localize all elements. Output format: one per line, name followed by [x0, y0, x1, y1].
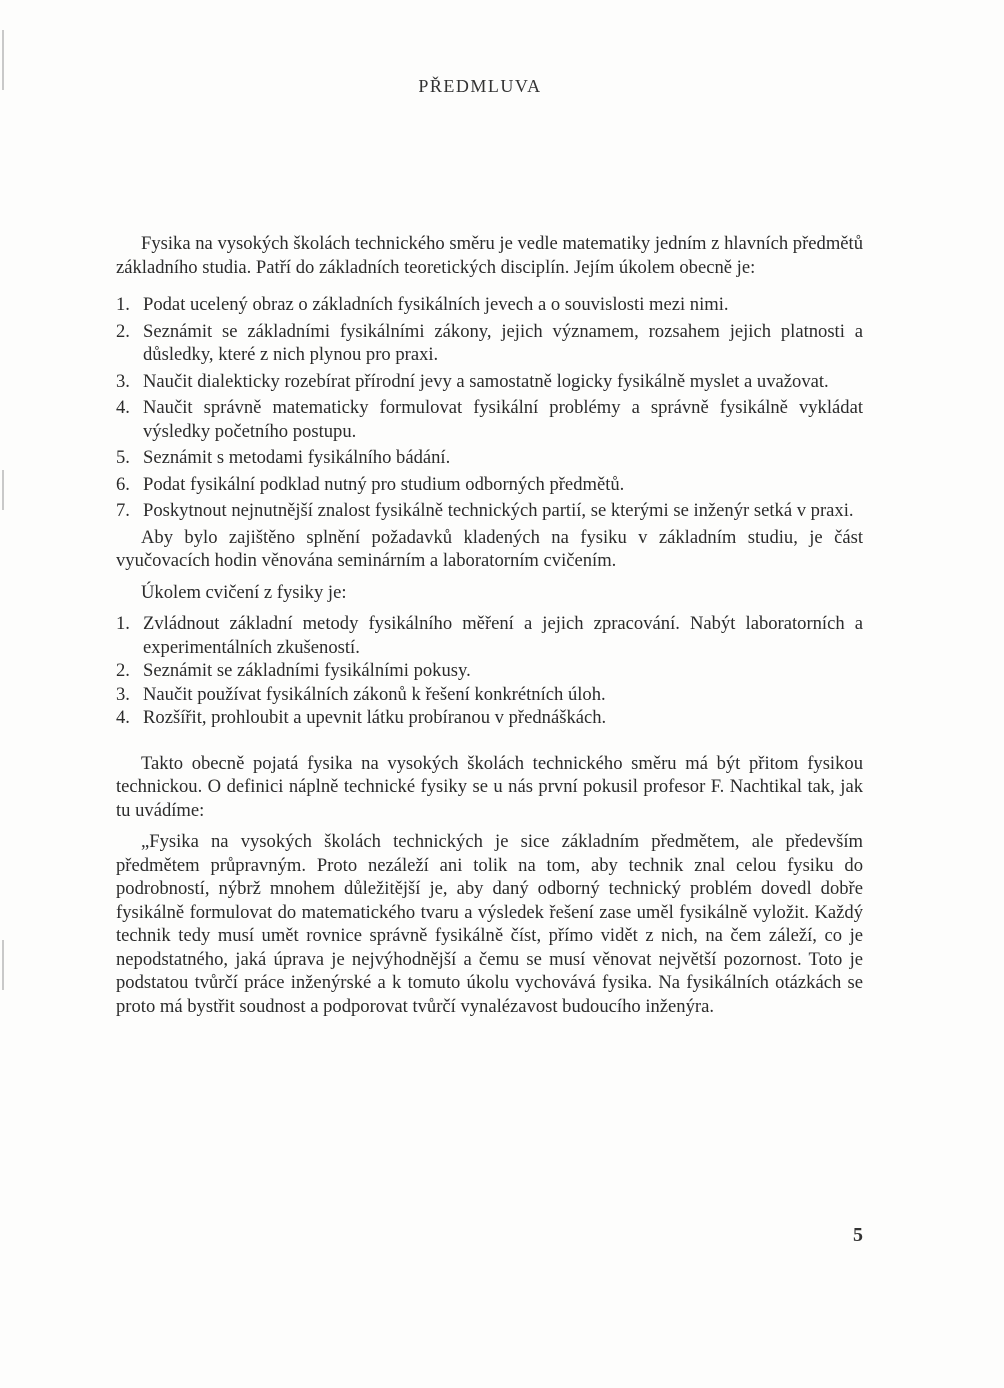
- list-number: 3.: [116, 683, 130, 705]
- list-number: 3.: [116, 370, 130, 392]
- list-number: 2.: [116, 660, 130, 681]
- scan-edge-mark: [2, 470, 4, 510]
- list-number: 6.: [116, 473, 130, 495]
- list-item-text: Naučit správně matematicky formulovat fysikální problémy a správně fysikálně vykládat výsledky početního postupu.: [143, 397, 863, 442]
- list-item: [116, 473, 863, 497]
- list-item: [116, 612, 863, 659]
- page-body: [116, 232, 863, 1018]
- definition-paragraph: Takto obecně pojatá fysika na vysokých školách technického směru má být přitom fysikou technickou. O definici náplně technické fysiky se u nás první pokusil profesor F. Nachtikal tak, jak tu uvádíme:: [116, 752, 863, 821]
- list-number: 1.: [116, 613, 130, 634]
- list-number: 4.: [116, 707, 130, 728]
- list-item: [116, 683, 863, 707]
- aims-list: [116, 293, 863, 523]
- list-item: [116, 499, 863, 523]
- list-number: 5.: [116, 447, 130, 468]
- seminar-paragraph: Aby bylo zajištěno splnění požadavků kladených na fysiku v základním studiu, je část vyučovacích hodin věnována seminárním a laboratorním cvičením.: [116, 526, 863, 571]
- quote-paragraph: „Fysika na vysokých školách technických je sice základním předmětem, ale především předmětem průpravným. Proto nezáleží ani tolik na tom, aby technik znal celou fysiku do podrobností, nýbrž mnohem důležitější je, aby daný odborný technický problém dovedl dobře fysikálně formulovat do matematického tvaru a výsledek řešení zase uměl fysikálně vyložit. Každý technik tedy musí umět rovnice správně fysikálně číst, přímo vidět z nich, na čem záleží, co je nepodstatného, jaká úprava je nejvýhodnější a čemu se musí věnovat největší pozornost. Toto je podstatou tvůrčí práce inženýrské a k tomuto úkolu vychovává fysika. Na fysikálních otázkách se proto má bystřit soudnost a podporovat tvůrčí vynalézavost budoucího inženýra.: [116, 831, 863, 1017]
- list-item-text: Naučit používat fysikálních zákonů k řešení konkrétních úloh.: [143, 683, 606, 705]
- list-item: [116, 370, 863, 394]
- list-item-text: Poskytnout nejnutnější znalost fysikálně technických partií, se kterými se inženýr setká v praxi.: [143, 500, 854, 521]
- list-item-text: Naučit dialekticky rozebírat přírodní jevy a samostatně logicky fysikálně myslet a uvažovat.: [143, 370, 829, 392]
- list-item-text: Seznámit s metodami fysikálního bádání.: [143, 447, 451, 468]
- list-item: [116, 446, 863, 470]
- intro-paragraph: Fysika na vysokých školách technického směru je vedle matematiky jedním z hlavních předmětů základního studia. Patří do základních teoretických disciplín. Jejím úkolem obecně je:: [116, 233, 863, 278]
- list-number: 1.: [116, 294, 130, 315]
- list-item-text: Podat ucelený obraz o základních fysikálních jevech a o souvislosti mezi nimi.: [143, 294, 729, 315]
- list-number: 7.: [116, 500, 130, 521]
- list-item-text: Seznámit se základními fysikálními zákony, jejich významem, rozsahem jejich platnosti a důsledky, které z nich plynou pro praxi.: [143, 320, 863, 365]
- page-title: PŘEDMLUVA: [418, 76, 542, 96]
- list-item: [116, 293, 863, 317]
- exercise-list: [116, 612, 863, 730]
- list-item: [116, 659, 863, 683]
- list-item: [116, 320, 863, 367]
- scan-edge-mark: [2, 940, 4, 990]
- page-number: 5: [853, 1224, 863, 1246]
- list-item-text: Podat fysikální podklad nutný pro studium odborných předmětů.: [143, 473, 625, 495]
- list-number: 4.: [116, 397, 130, 418]
- list-item-text: Zvládnout základní metody fysikálního měření a jejich zpracování. Nabýt laboratorních a experimentálních zkušeností.: [143, 613, 863, 658]
- list-item: [116, 396, 863, 443]
- exercise-intro: Úkolem cvičení z fysiky je:: [141, 581, 347, 603]
- list-item-text: Seznámit se základními fysikálními pokusy.: [143, 660, 471, 681]
- list-number: 2.: [116, 320, 130, 342]
- list-item: [116, 706, 863, 730]
- list-item-text: Rozšířit, prohloubit a upevnit látku probíranou v přednáškách.: [143, 707, 607, 728]
